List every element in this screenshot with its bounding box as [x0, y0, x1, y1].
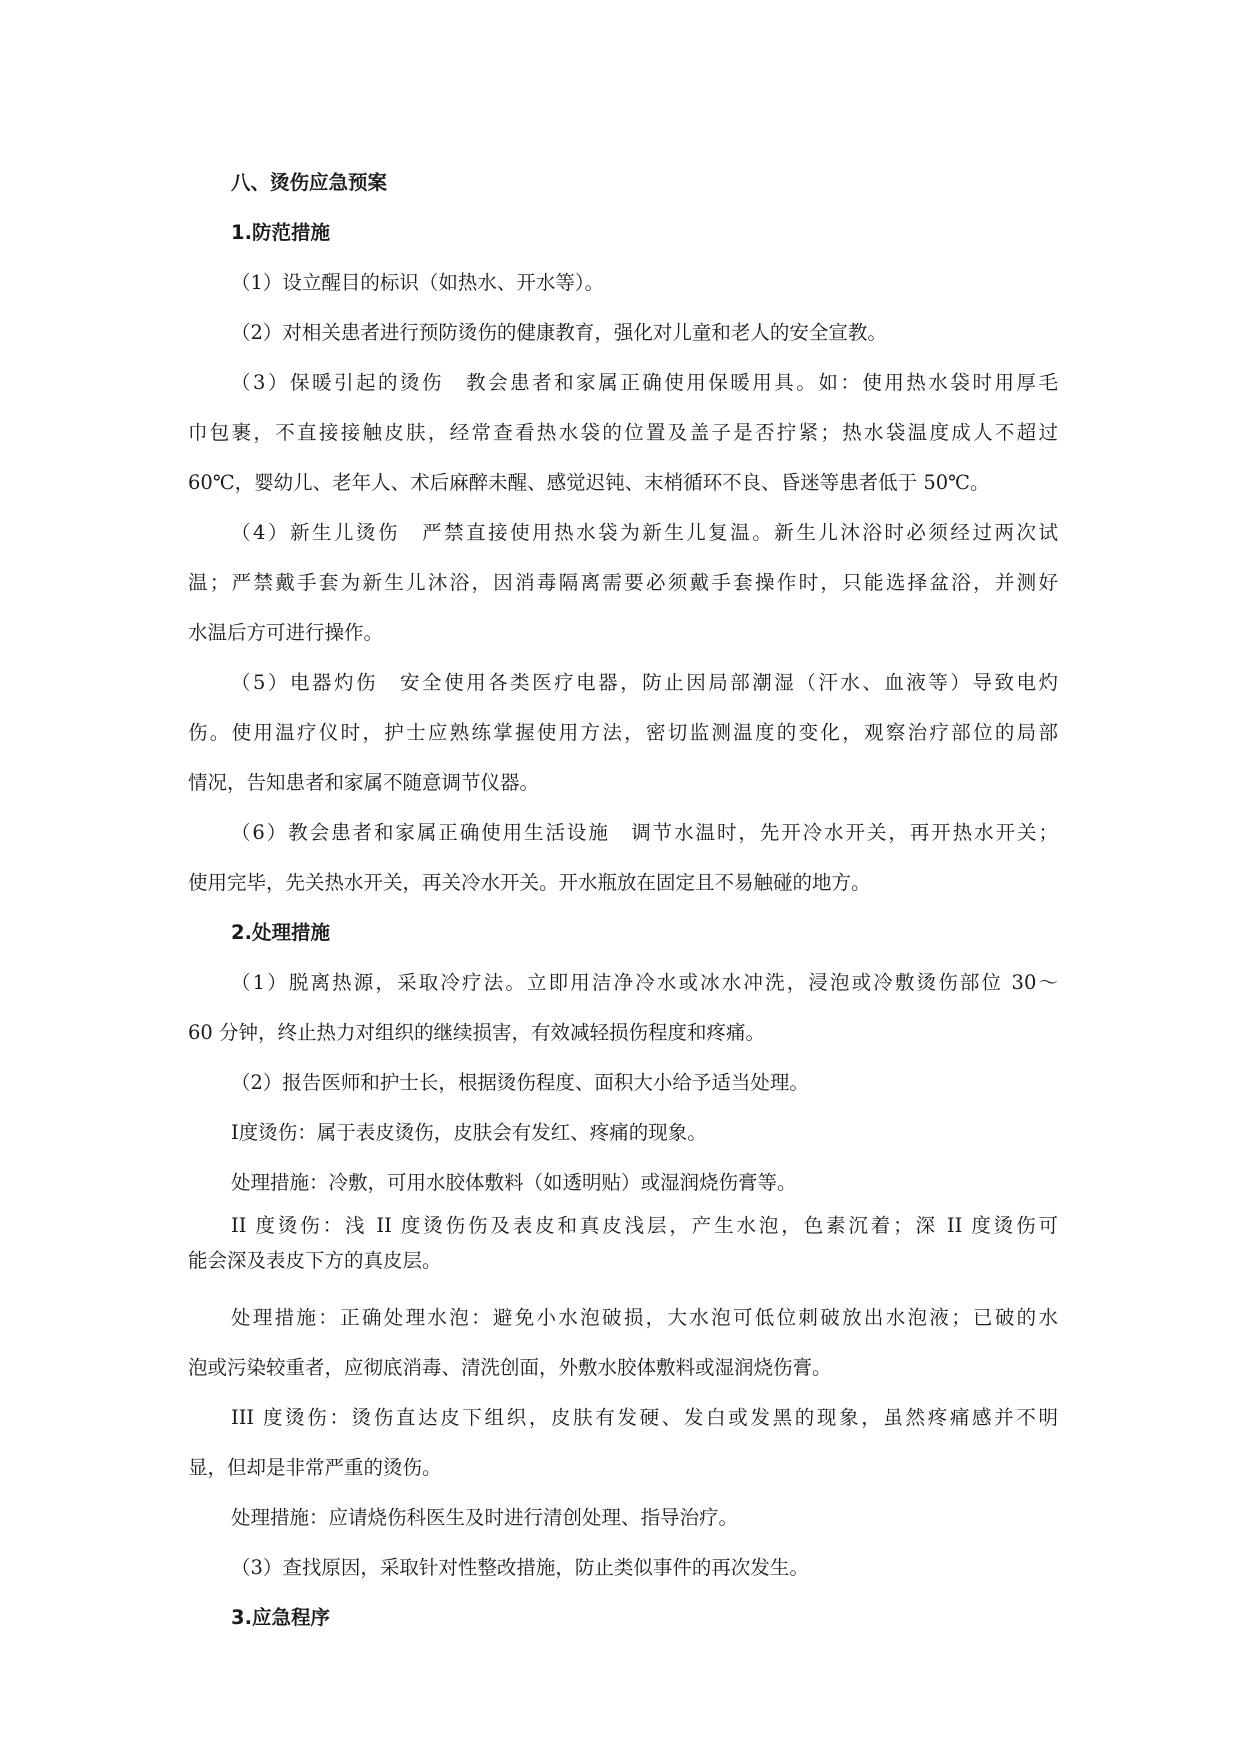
paragraph-line: II 度烫伤：浅 II 度烫伤伤及表皮和真皮浅层，产生水泡，色素沉着；深 II 度烫伤可: [231, 1214, 1058, 1237]
paragraph-line: 显，但却是非常严重的烫伤。: [188, 1456, 442, 1479]
document-body: [188, 158, 1058, 1643]
paragraph-line: （5）电器灼伤 安全使用各类医疗电器，防止因局部潮湿（汗水、血液等）导致电灼: [231, 671, 1058, 694]
paragraph: （1）设立醒目的标识（如热水、开水等）。: [231, 271, 605, 294]
paragraph-line: （3）保暖引起的烫伤 教会患者和家属正确使用保暖用具。如：使用热水袋时用厚毛: [231, 371, 1058, 394]
paragraph-line: 使用完毕，先关热水开关，再关冷水开关。开水瓶放在固定且不易触碰的地方。: [188, 871, 871, 894]
paragraph: 处理措施：应请烧伤科医生及时进行清创处理、指导治疗。: [231, 1506, 739, 1529]
paragraph-line: 温；严禁戴手套为新生儿沐浴，因消毒隔离需要必须戴手套操作时，只能选择盆浴，并测好: [188, 571, 1058, 594]
paragraph-line: 伤。使用温疗仪时，护士应熟练掌握使用方法，密切监测温度的变化，观察治疗部位的局部: [188, 721, 1058, 744]
paragraph: （3）查找原因，采取针对性整改措施，防止类似事件的再次发生。: [231, 1556, 809, 1579]
paragraph-line: 巾包裹，不直接接触皮肤，经常查看热水袋的位置及盖子是否拧紧；热水袋温度成人不超过: [188, 421, 1058, 444]
paragraph-line: （1）脱离热源，采取冷疗法。立即用洁净冷水或冰水冲洗，浸泡或冷敷烫伤部位 30～: [231, 971, 1058, 994]
section-title: 八、烫伤应急预案: [231, 171, 388, 194]
paragraph-line: （4）新生儿烫伤 严禁直接使用热水袋为新生儿复温。新生儿沐浴时必须经过两次试: [231, 521, 1058, 544]
paragraph: （2）对相关患者进行预防烫伤的健康教育，强化对儿童和老人的安全宣教。: [231, 321, 887, 344]
paragraph-line: 水温后方可进行操作。: [188, 621, 384, 644]
paragraph-line: 能会深及表皮下方的真皮层。: [188, 1249, 442, 1272]
paragraph-line: III 度烫伤：烫伤直达皮下组织，皮肤有发硬、发白或发黑的现象，虽然疼痛感并不明: [231, 1406, 1058, 1429]
paragraph: 处理措施：冷敷，可用水胶体敷料（如透明贴）或湿润烧伤膏等。: [231, 1171, 797, 1194]
subheading-procedure: 3.应急程序: [231, 1606, 330, 1629]
paragraph-line: 60℃，婴幼儿、老年人、术后麻醉未醒、感觉迟钝、末梢循环不良、昏迷等患者低于 50℃。: [188, 471, 990, 494]
paragraph-line: 情况，告知患者和家属不随意调节仪器。: [188, 771, 540, 794]
paragraph-line: 泡或污染较重者，应彻底消毒、清洗创面，外敷水胶体敷料或湿润烧伤膏。: [188, 1356, 832, 1379]
paragraph: Ⅰ度烫伤：属于表皮烫伤，皮肤会有发红、疼痛的现象。: [231, 1121, 707, 1144]
paragraph-line: （6）教会患者和家属正确使用生活设施 调节水温时，先开冷水开关，再开热水开关；: [231, 821, 1058, 844]
subheading-treatment: 2.处理措施: [231, 921, 330, 944]
paragraph-line: 处理措施：正确处理水泡：避免小水泡破损，大水泡可低位刺破放出水泡液；已破的水: [231, 1306, 1058, 1329]
subheading-prevention: 1.防范措施: [231, 221, 330, 244]
paragraph: （2）报告医师和护士长，根据烫伤程度、面积大小给予适当处理。: [231, 1071, 809, 1094]
paragraph-line: 60 分钟，终止热力对组织的继续损害，有效减轻损伤程度和疼痛。: [188, 1021, 766, 1044]
